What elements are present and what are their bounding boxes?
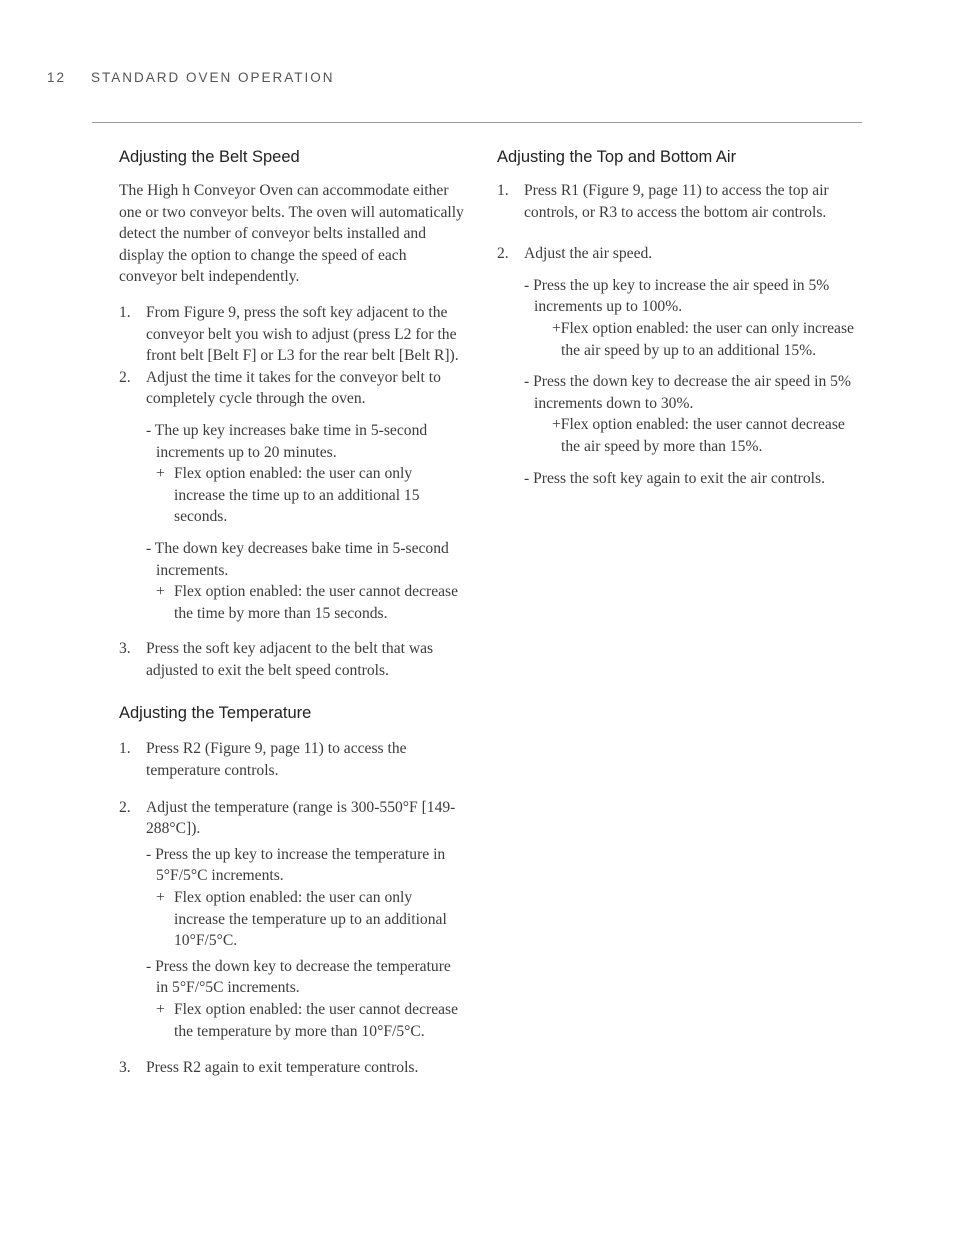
section-title: STANDARD OVEN OPERATION (91, 70, 335, 85)
right-column (497, 146, 857, 489)
step-number: 3. (119, 1059, 131, 1077)
air-down-key: - Press the down key to decrease the air speed in 5% increments down to 30%. (524, 373, 851, 412)
step-text: Press R2 (Figure 9, page 11) to access the temperature controls. (146, 740, 407, 780)
header-rule (92, 122, 862, 123)
flex-text: Flex option enabled: the user cannot decrease the temperature by more than 10°F/5°C. (174, 1001, 459, 1040)
page-header (47, 70, 335, 85)
temp-step-3 (119, 1057, 464, 1079)
air-step-1 (497, 180, 857, 223)
air-step-2 (497, 243, 857, 265)
belt-step-1 (119, 302, 464, 367)
flex-text: Flex option enabled: the user cannot decrease the time by more than 15 seconds. (174, 583, 459, 622)
step-number: 1. (497, 182, 509, 199)
page-number: 12 (47, 70, 67, 85)
step-number: 2. (119, 798, 131, 816)
air-up-key: - Press the up key to increase the air speed in 5% increments up to 100%. (524, 276, 830, 316)
plus-bullet: + (156, 1001, 165, 1018)
temp-step-1 (119, 738, 464, 781)
temp-step-2-details (119, 844, 464, 1042)
temp-down-key: - Press the down key to decrease the temperature in 5°F/°5C increments. (146, 957, 451, 997)
step-text: From Figure 9, press the soft key adjacent to the conveyor belt you wish to adjust (press L2 for the front belt [Belt F] or L3 for the rear belt [Belt R]). (146, 303, 459, 365)
belt-speed-heading: Adjusting the Belt Speed (119, 148, 300, 166)
temp-step-2 (119, 797, 464, 840)
plus-bullet: + (156, 889, 165, 907)
temp-up-key: - Press the up key to increase the temperature in 5°F/5°C increments. (146, 845, 446, 885)
belt-down-key: - The down key decreases bake time in 5-second increments. (146, 539, 449, 579)
step-number: 1. (119, 303, 131, 321)
step-number: 3. (119, 640, 131, 658)
air-heading: Adjusting the Top and Bottom Air (497, 148, 737, 166)
flex-text: Flex option enabled: the user can only increase the temperature up to an additional 10°F/5°C. (174, 889, 447, 950)
step-text: Adjust the temperature (range is 300-550°F [149-288°C]). (146, 798, 456, 838)
temp-up-flex (146, 887, 464, 952)
air-down-flex: +Flex option enabled: the user cannot decrease the air speed by more than 15%. (552, 416, 845, 455)
left-column (119, 146, 464, 1079)
step-text: Press R1 (Figure 9, page 11) to access the top air controls, or R3 to access the bottom air controls. (524, 182, 829, 221)
plus-bullet: + (156, 583, 165, 601)
step-number: 2. (497, 245, 509, 263)
temperature-heading: Adjusting the Temperature (119, 704, 312, 723)
belt-up-key: - The up key increases bake time in 5-second increments up to 20 minutes. (146, 421, 428, 461)
air-step-2-details (497, 275, 857, 489)
step-number: 2. (119, 368, 131, 386)
flex-text: Flex option enabled: the user can only increase the time up to an additional 15 seconds. (174, 465, 420, 526)
plus-bullet: + (156, 465, 165, 483)
belt-step-3 (119, 638, 464, 681)
belt-down-flex (146, 581, 464, 624)
belt-up-flex (146, 463, 464, 528)
step-text: Adjust the time it takes for the conveyor belt to completely cycle through the oven. (146, 368, 441, 408)
step-number: 1. (119, 740, 131, 758)
step-text: Press the soft key adjacent to the belt that was adjusted to exit the belt speed controls. (146, 640, 434, 679)
air-exit: - Press the soft key again to exit the air controls. (524, 469, 825, 487)
belt-intro: The High h Conveyor Oven can accommodate either one or two conveyor belts. The oven will automatically detect the number of conveyor belts installed and display the option to change the speed of each conveyor belt independently. (119, 182, 464, 286)
temp-down-flex (146, 999, 464, 1042)
belt-step-2-details (119, 420, 464, 624)
step-text: Press R2 again to exit temperature controls. (146, 1059, 419, 1077)
step-text: Adjust the air speed. (524, 245, 653, 263)
air-up-flex: +Flex option enabled: the user can only increase the air speed by up to an additional 15%. (552, 319, 854, 359)
belt-step-2 (119, 367, 464, 410)
